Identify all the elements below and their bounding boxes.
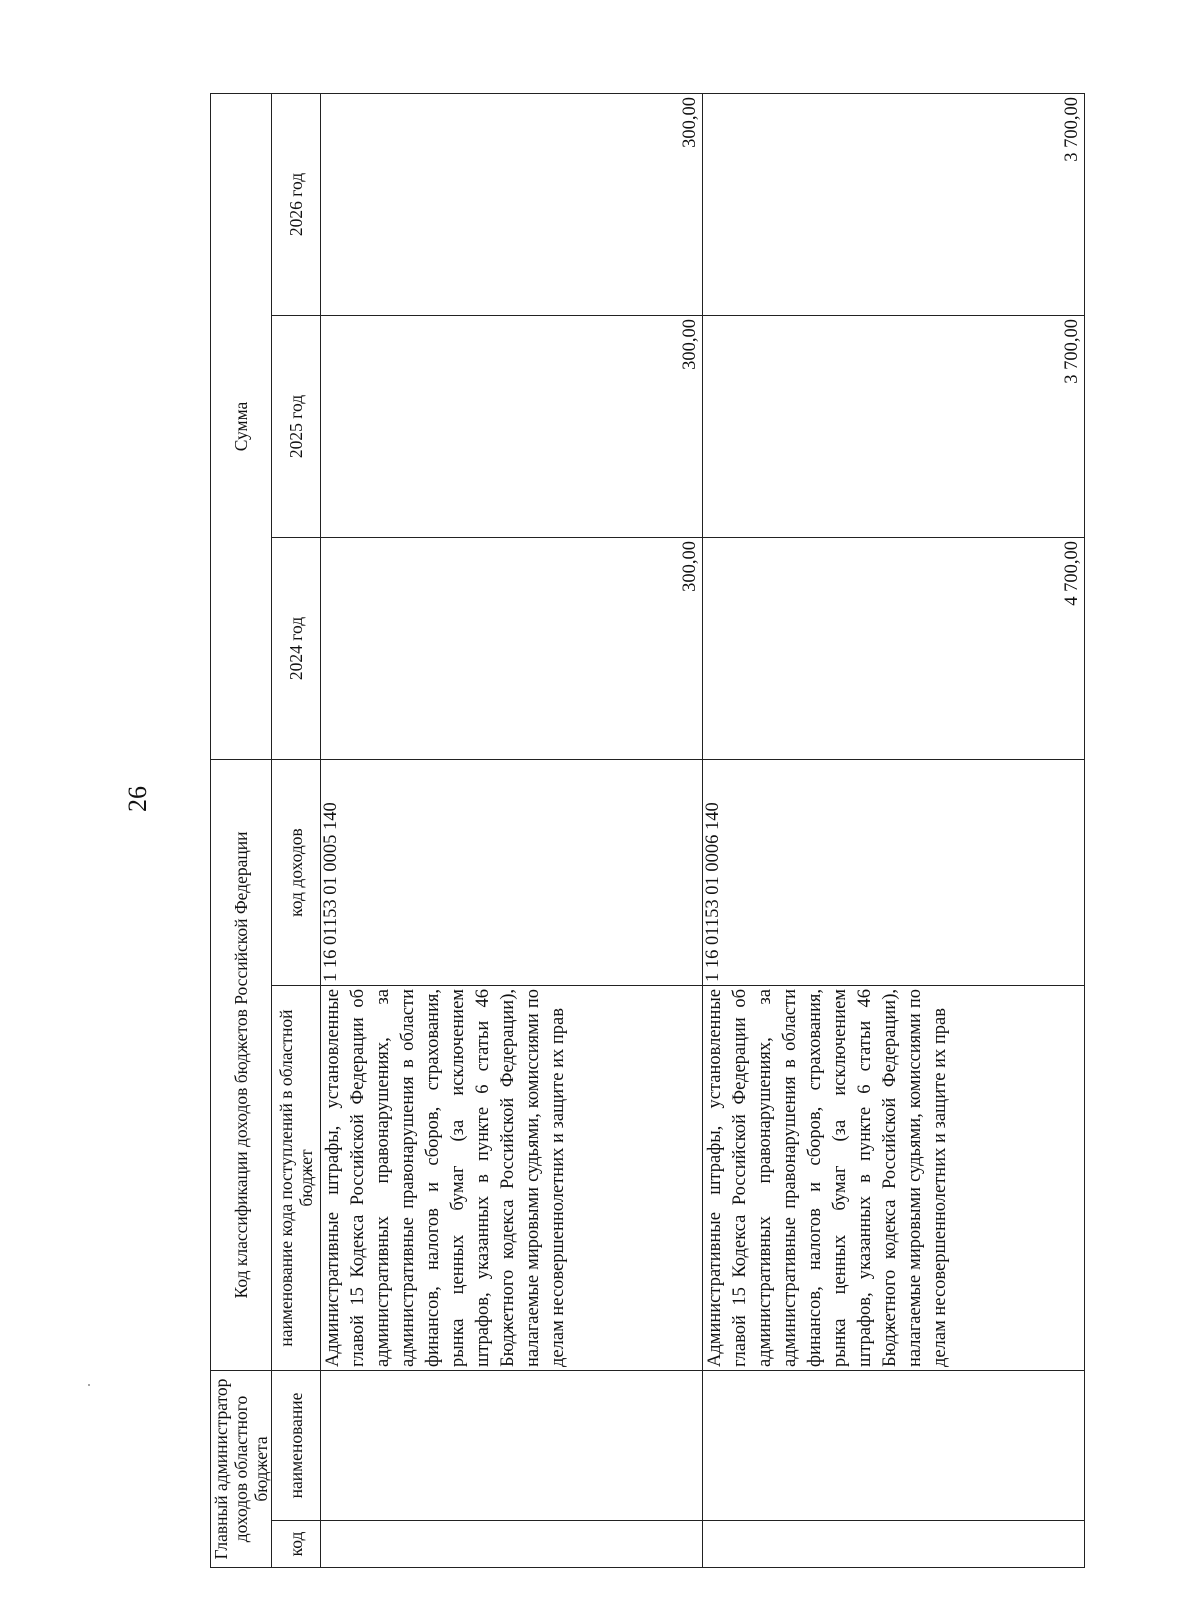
row-amount-2024: 4 700,00 [703, 538, 1085, 760]
header-2025: 2025 год [272, 316, 321, 538]
row-admin-name [321, 1371, 703, 1521]
header-admin-group: Главный администратор доходов областного бюджета [211, 1371, 272, 1568]
row-amount-2026: 300,00 [321, 93, 703, 315]
row-amount-2025: 3 700,00 [703, 316, 1085, 538]
table-row [321, 93, 703, 1567]
header-2026: 2026 год [272, 93, 321, 315]
scan-speck [88, 1384, 90, 1386]
header-2024: 2024 год [272, 538, 321, 760]
row-description: Административные штрафы, установленные главой 15 Кодекса Российской Федерации об административных правонарушениях, за административные правонарушения в области финансов, налогов и сборов, страхования, рынка ценных бумаг (за исключением штрафов, указанных в пункте 6 статьи 46 Бюджетного кодекса Российской Федерации), налагаемые мировыми судьями, комиссиями по делам несовершеннолетних и защите их прав [703, 986, 1085, 1371]
header-income-code: код доходов [272, 760, 321, 986]
budget-table [210, 93, 1085, 1568]
header-code: код [272, 1521, 321, 1568]
row-amount-2026: 3 700,00 [703, 93, 1085, 315]
header-sum-group: Сумма [211, 93, 272, 759]
budget-table-rotated [210, 94, 1085, 1568]
page-number: 26 [123, 786, 152, 812]
header-classification-group: Код классификации доходов бюджетов Российской Федерации [211, 760, 272, 1371]
header-income-name: наименование кода поступлений в областной бюджет [272, 986, 321, 1371]
row-admin-name [703, 1371, 1085, 1521]
header-name: наименование [272, 1371, 321, 1521]
table-row [703, 93, 1085, 1567]
row-admin-code [703, 1521, 1085, 1568]
row-income-code: 1 16 01153 01 0005 140 [321, 760, 703, 986]
row-income-code: 1 16 01153 01 0006 140 [703, 760, 1085, 986]
row-amount-2025: 300,00 [321, 316, 703, 538]
row-amount-2024: 300,00 [321, 538, 703, 760]
row-admin-code [321, 1521, 703, 1568]
row-description: Административные штрафы, установленные главой 15 Кодекса Российской Федерации об административных правонарушениях, за административные правонарушения в области финансов, налогов и сборов, страхования, рынка ценных бумаг (за исключением штрафов, указанных в пункте 6 статьи 46 Бюджетного кодекса Российской Федерации), налагаемые мировыми судьями, комиссиями по делам несовершеннолетних и защите их прав [321, 986, 703, 1371]
